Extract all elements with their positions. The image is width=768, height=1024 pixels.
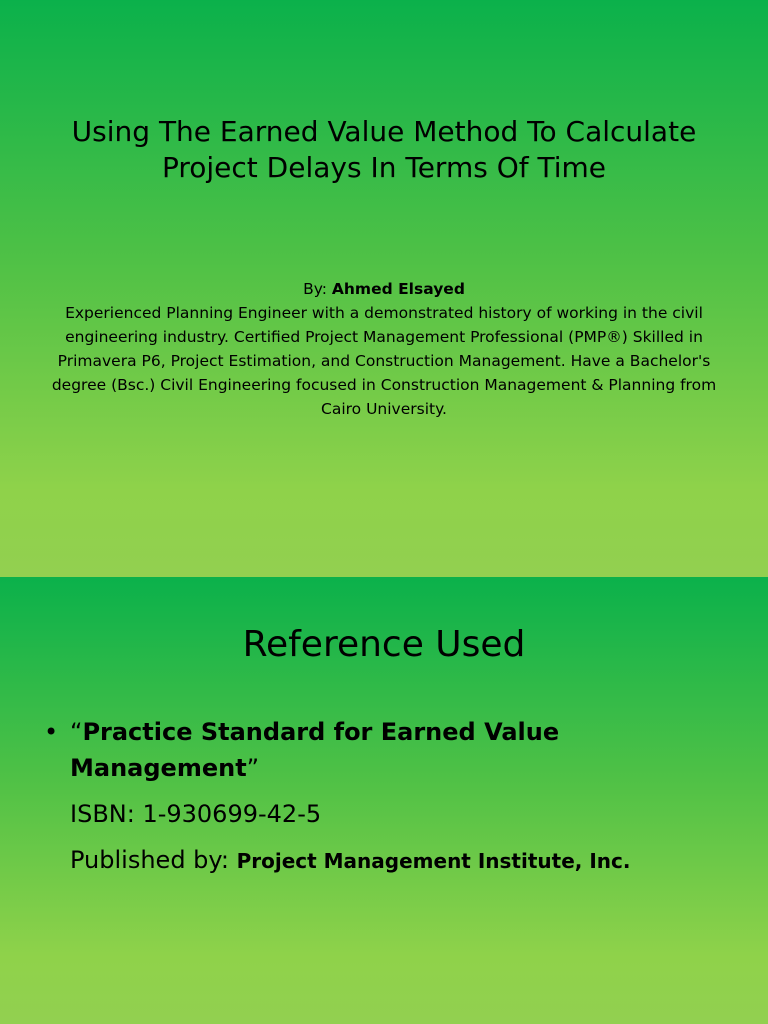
reference-heading: Reference Used <box>242 624 526 665</box>
by-prefix: By: <box>303 280 332 298</box>
isbn-line: ISBN: 1-930699-42-5 <box>70 800 322 828</box>
author-block <box>40 277 728 421</box>
publisher-name: Project Management Institute, Inc. <box>236 849 631 873</box>
published-line <box>44 842 728 879</box>
author-name: Ahmed Elsayed <box>331 280 465 298</box>
book-title: Practice Standard for Earned Value Management <box>70 718 560 782</box>
published-prefix: Published by: <box>70 846 237 874</box>
bullet-icon: • <box>44 718 59 746</box>
slide-title: Using The Earned Value Method To Calculate Project Delays In Terms Of Time <box>71 115 697 184</box>
close-quote: ” <box>246 754 260 782</box>
by-line <box>40 277 728 301</box>
reference-item <box>44 714 728 786</box>
reference-list <box>44 714 728 879</box>
reference-slide <box>0 577 768 1024</box>
open-quote: “ <box>70 718 83 746</box>
author-bio: Experienced Planning Engineer with a demonstrated history of working in the civil engineering industry. Certified Project Management Professional (PMP®) Skilled in Primavera P6, Project Estimation, and Construction Management. Have a Bachelor's degree (Bsc.) Civil Engineering focused in Construction Management & Planning from Cairo University. <box>51 304 717 418</box>
